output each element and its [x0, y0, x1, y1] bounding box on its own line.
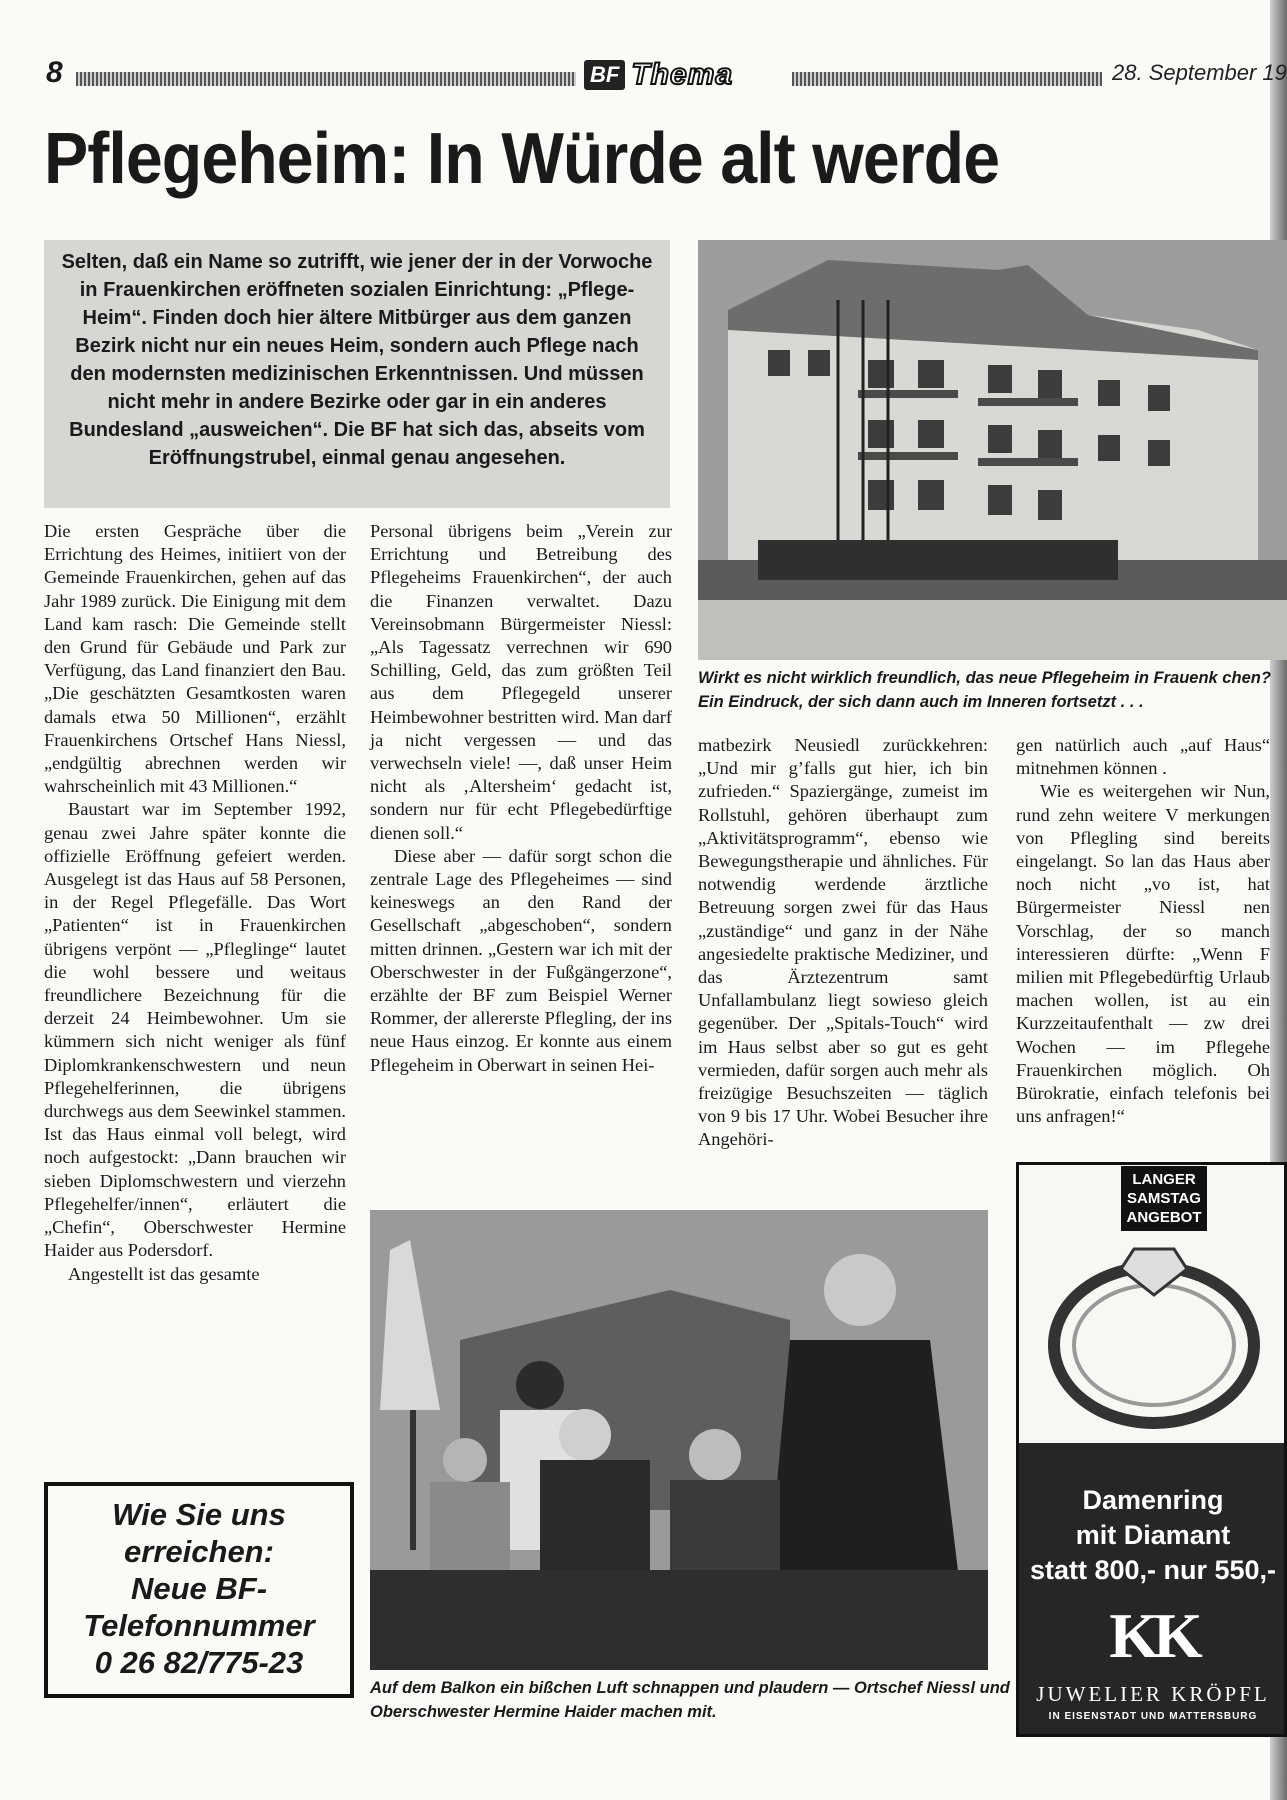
paragraph: Angestellt ist das gesamte	[68, 1263, 260, 1284]
ad-badge-line: SAMSTAG	[1127, 1190, 1201, 1207]
photo-balcony-group	[370, 1210, 988, 1670]
header-rule-right	[792, 72, 1102, 86]
contact-infobox	[44, 1482, 354, 1698]
building-illustration	[698, 240, 1287, 660]
caption-top: Wirkt es nicht wirklich freundlich, das neue Pflegeheim in Frauenk chen? Ein Eindruck, der sich dann auch im Inneren fortsetzt . . .	[698, 669, 1271, 711]
ad-badge	[1121, 1166, 1207, 1231]
infobox-line: Wie Sie uns	[112, 1497, 286, 1532]
logo-section: Thema	[631, 58, 734, 91]
headline: Pflegeheim: In Würde alt werde	[44, 119, 1000, 199]
ad-offer-panel	[1019, 1443, 1287, 1737]
header-rule-left	[76, 72, 576, 86]
paragraph: Diese aber — dafür sorgt schon die zentrale Lage des Pflegeheimes — sind keineswegs an den Rand der Gesellschaft „abgeschoben“, sondern mitten drinnen. „Gestern war ich mit der Oberschwester in der Fußgängerzone“, erzählte der BF zum Beispiel Werner Rommer, der allererste Pflegling, der ins neue Haus einzog. Er konnte aus einem Pflegeheim in Oberwart in seinen Hei-	[370, 845, 672, 1075]
paragraph: Wie es weitergehen wir Nun, rund zehn weitere V merkungen von Pflegling sind bereits eingelangt. So lan das Haus aber noch nicht „vo ist, hat Bürgermeister Niessl nen Vorschlag, der so manch interessieren dürfte: „Wenn F milien mit Pflegebedürftig Urlaub machen wollen, ist au ein Kurzzeitaufenthalt — zw drei Wochen — im Pflegehe Frauenkirchen möglich. Oh Bürokratie, einfach telefonis bei uns anfragen!“	[1016, 781, 1270, 1127]
article-column-2	[370, 520, 672, 1077]
balcony-illustration	[370, 1210, 988, 1670]
article-column-4	[1016, 734, 1270, 1128]
paragraph: matbezirk Neusiedl zurückkehren: „Und mir g’falls gut hier, ich bin zufrieden.“ Spaziergänge, zumeist im Rollstuhl, gehören überhaupt zum „Aktivitätsprogramm“, ebenso wie Bewegungstherapie und ähnliches. Für notwendig werdende ärztliche Betreuung sorgen zwei für das Haus „zuständige“ und ganz in der Nähe angesiedelte praktische Mediziner, und das Ärztezentrum samt Unfallambulanz liegt sowieso gleich gegenüber. Der „Spitals-Touch“ wird im Haus selbst aber so gut es geht vermieden, dafür sorgen auch mehr als freizügige Besuchszeiten — täglich von 9 bis 17 Uhr. Wobei Besucher ihre Angehöri-	[698, 735, 988, 1150]
ad-offer-price: statt 800,- nur 550,-	[1029, 1555, 1277, 1585]
caption-bottom: Auf dem Balkon ein bißchen Luft schnappen und plaudern — Ortschef Niessl und Oberschwester Hermine Haider machen mit.	[370, 1679, 1010, 1721]
infobox-phone: 0 26 82/775-23	[94, 1645, 304, 1680]
ring-icon	[1029, 1235, 1279, 1435]
ad-badge-line: LANGER	[1132, 1171, 1196, 1188]
paragraph: Baustart war im September 1992, genau zwei Jahre später konnte die offizielle Eröffnung gefeiert werden. Ausgelegt ist das Haus auf 58 Personen, in der Regel Pflegefälle. Das Wort „Patienten“ ist in Frauenkirchen übrigens verpönt — „Pfleglinge“ lautet die wohl bessere und weitaus freundlichere Bezeichnung für die derzeit 24 Heimbewohner. Um sie kümmern sich nicht weniger als fünf Diplomkrankenschwestern und neun Pflegehelferinnen, die übrigens durchwegs aus dem Seewinkel stammen. Ist das Haus einmal voll belegt, wird noch aufgestockt: „Dann brauchen wir sieben Diplomschwestern und vierzehn Pflegehelfer/innen“, erläutert die „Chefin“, Oberschwester Hermine Haider aus Podersdorf.	[44, 799, 346, 1261]
paragraph: Die ersten Gespräche über die Errichtung des Heimes, initiiert von der Gemeinde Frauenkirchen, gehen auf das Jahr 1989 zurück. Die Einigung mit dem Land kam rasch: Die Gemeinde stellt den Grund für Gebäude und Park zur Verfügung, das Land finanziert den Bau. „Die geschätzten Gesamtkosten waren damals etwa 50 Millionen“, erzählt Frauenkirchens Ortschef Hans Niessl, „endgültig abrechnen werden wir wahrscheinlich mit 43 Millionen.“	[44, 521, 346, 797]
section-logo	[584, 56, 733, 94]
jeweler-advertisement	[1016, 1162, 1287, 1737]
page-number: 8	[46, 56, 63, 89]
ad-firm-name: JUWELIER KRÖPFL	[1036, 1682, 1270, 1706]
ad-badge-line: ANGEBOT	[1126, 1209, 1202, 1226]
lead-paragraph: Selten, daß ein Name so zutrifft, wie jener der in der Vorwoche in Frauenkirchen eröffneten sozialen Einrichtung: „Pflege-Heim“. Finden doch hier ältere Mitbürger aus dem ganzen Bezirk nicht nur ein neues Heim, sondern auch Pflege nach den modernsten medizinischen Erkenntnissen. Und müssen nicht mehr in andere Bezirke oder gar in ein anderes Bundesland „ausweichen“. Die BF hat sich das, abseits vom Eröffnungstrubel, einmal genau angesehen.	[44, 240, 670, 508]
ad-locations: IN EISENSTADT UND MATTERSBURG	[1048, 1711, 1258, 1722]
issue-date: 28. September 19	[1112, 60, 1287, 85]
article-column-1	[44, 520, 346, 1286]
ad-offer	[1019, 1483, 1287, 1588]
ad-offer-line: mit Diamant	[1075, 1520, 1231, 1550]
photo-nursing-home-building	[698, 240, 1287, 660]
infobox-line: Neue BF-	[130, 1571, 268, 1606]
logo-bf: BF	[584, 60, 625, 90]
article-column-3	[698, 734, 988, 1152]
paragraph: Personal übrigens beim „Verein zur Errichtung und Betreibung des Pflegeheims Frauenkirchen“, der auch die Finanzen verwaltet. Dazu Vereinsobmann Bürgermeister Niessl: „Als Tagessatz verrechnen wir 690 Schilling, Geld, das zum größten Teil aus dem Pflegegeld unserer Heimbewohner bestritten wird. Man darf ja nicht vergessen — und das verwechseln viele! —, daß unser Heim nicht als ‚Altersheim‘ gedacht ist, sondern nur für echt Pflegebedürftige dienen soll.“	[370, 521, 672, 843]
ad-monogram-logo: KK	[1109, 1600, 1197, 1671]
ad-offer-line: Damenring	[1082, 1485, 1224, 1515]
infobox-line: Telefonnummer	[83, 1608, 315, 1643]
infobox-line: erreichen:	[124, 1534, 274, 1569]
paragraph: gen natürlich auch „auf Haus“ mitnehmen können .	[1016, 735, 1270, 779]
